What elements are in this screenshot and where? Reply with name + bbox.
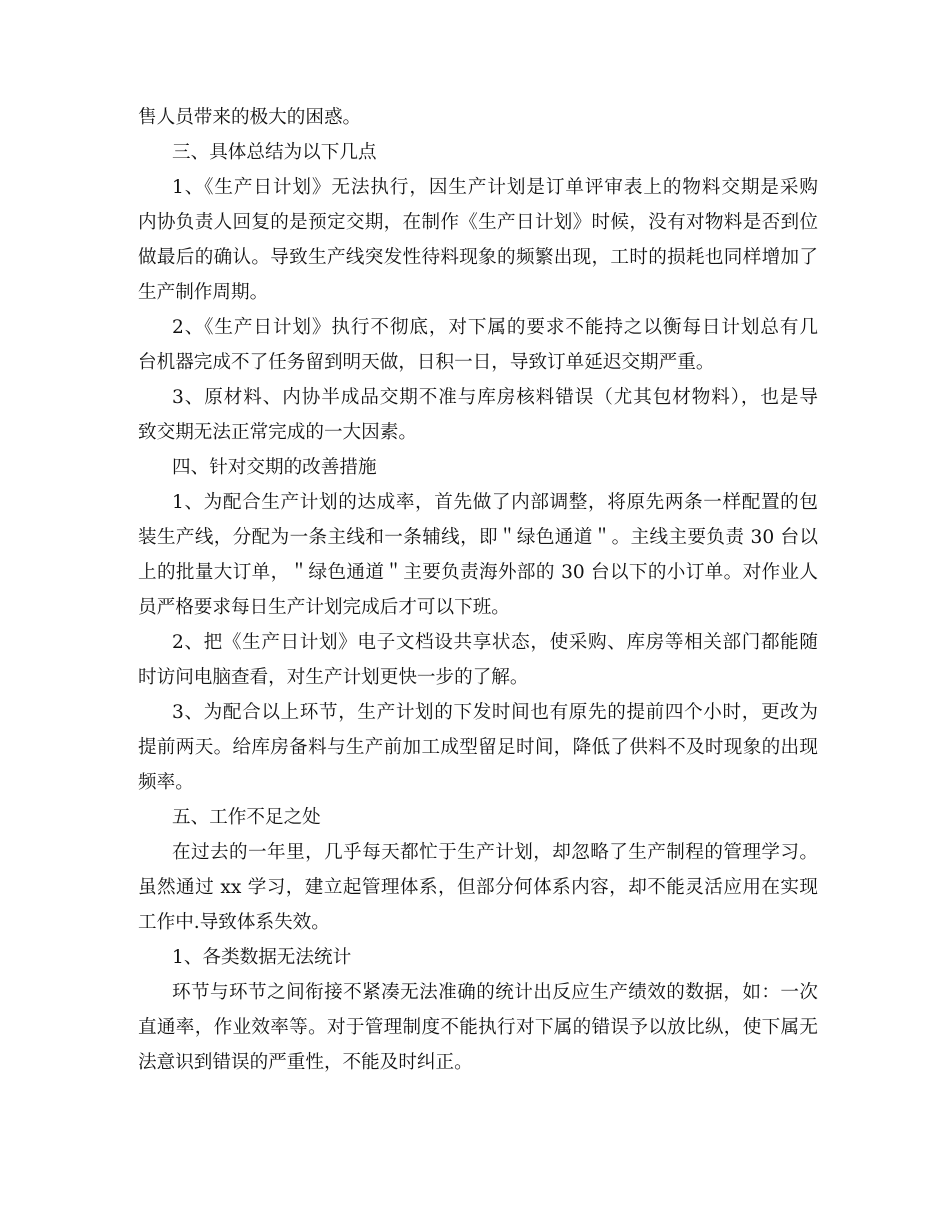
section-heading: 四、针对交期的改善措施	[172, 457, 377, 478]
paragraph-line: 2、把《生产日计划》电子文档设共享状态，使采购、库房等相关部门都能随	[172, 632, 818, 653]
paragraph-line: 3、为配合以上环节，生产计划的下发时间也有原先的提前四个小时，更改为	[172, 702, 818, 723]
paragraph-line: 内协负责人回复的是预定交期，在制作《生产日计划》时候，没有对物料是否到位	[138, 212, 818, 233]
paragraph-line: 1、为配合生产计划的达成率，首先做了内部调整，将原先两条一样配置的包	[172, 492, 818, 513]
paragraph-line: 售人员带来的极大的困惑。	[138, 107, 362, 128]
paragraph-line: 上的批量大订单，＂绿色通道＂主要负责海外部的 30 台以下的小订单。对作业人	[138, 562, 818, 583]
paragraph-line: 时访问电脑查看，对生产计划更快一步的了解。	[138, 667, 529, 688]
paragraph-line: 1、《生产日计划》无法执行，因生产计划是订单评审表上的物料交期是采购	[172, 177, 818, 198]
paragraph-line: 生产制作周期。	[138, 282, 269, 303]
paragraph-line: 做最后的确认。导致生产线突发性待料现象的频繁出现，工时的损耗也同样增加了	[138, 247, 818, 268]
paragraph-line: 工作中.导致体系失效。	[138, 912, 330, 933]
paragraph-line: 员严格要求每日生产计划完成后才可以下班。	[138, 597, 510, 618]
paragraph-line: 直通率，作业效率等。对于管理制度不能执行对下属的错误予以放比纵，使下属无	[138, 1017, 818, 1038]
paragraph-line: 环节与环节之间衔接不紧凑无法准确的统计出反应生产绩效的数据，如：一次	[172, 982, 818, 1003]
paragraph-line: 致交期无法正常完成的一大因素。	[138, 422, 417, 443]
paragraph-line: 2、《生产日计划》执行不彻底，对下属的要求不能持之以衡每日计划总有几	[172, 317, 818, 338]
document-page	[138, 100, 818, 1080]
paragraph-line: 提前两天。给库房备料与生产前加工成型留足时间，降低了供料不及时现象的出现	[138, 737, 818, 758]
paragraph-line: 虽然通过 xx 学习，建立起管理体系，但部分何体系内容，却不能灵活应用在实现	[138, 877, 818, 898]
paragraph-line: 法意识到错误的严重性，不能及时纠正。	[138, 1052, 473, 1073]
section-heading: 三、具体总结为以下几点	[172, 142, 377, 163]
paragraph-line: 台机器完成不了任务留到明天做，日积一日，导致订单延迟交期严重。	[138, 352, 715, 373]
paragraph-line: 装生产线，分配为一条主线和一条辅线，即＂绿色通道＂。主线主要负责 30 台以	[138, 527, 818, 548]
paragraph-line: 频率。	[138, 772, 194, 793]
section-heading: 五、工作不足之处	[172, 807, 321, 828]
paragraph-line: 在过去的一年里，几乎每天都忙于生产计划，却忽略了生产制程的管理学习。	[172, 842, 818, 863]
subsection-heading: 1、各类数据无法统计	[172, 947, 352, 968]
paragraph-line: 3、原材料、内协半成品交期不准与库房核料错误（尤其包材物料），也是导	[172, 387, 818, 408]
